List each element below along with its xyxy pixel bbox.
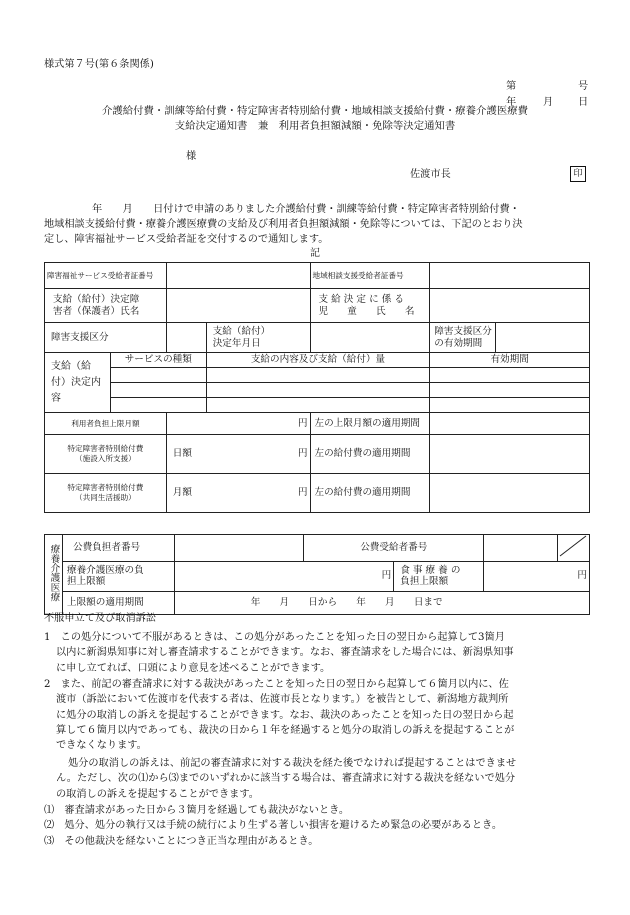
decision-date-value[interactable] [310,323,430,353]
appeal-paragraph-2 [44,677,590,753]
medical-side-label [45,535,63,615]
child-name-label-1: 支 給 決 定 に 係 る [318,293,404,305]
tokutei-group-label-2: （共同生活援助） [75,493,136,502]
medical-side-label-text: 療養介護医療 [48,543,60,602]
chiiki-number-label: 地域相談支援受給者証番号 [310,263,430,289]
content-header: 支給の内容及び支給（給付）量 [206,353,430,368]
seal-mark: 印 [570,166,586,182]
decision-table [44,262,590,513]
appeal-p1-line1: 1 この処分について不服があるときは、この処分があったことを知った日の翌日から起算して3箇月 [44,632,505,643]
intro-line-1: 年 月 日付けで申請のありました介護給付費・訓練等給付費・特定障害者特別給付費・ [92,204,520,215]
tokutei-group-label [45,474,167,513]
addressee-sama: 様 [186,151,197,162]
support-class-period-label-2: の有効期間 [434,337,483,349]
guardian-name-label-1: 支給（給付）決定障 [53,293,140,305]
ki-heading: 記 [310,248,320,259]
appeal-item-1: ⑴ 審査請求があった日から３箇月を経過しても裁決がないとき。 [44,805,350,816]
date-day: 日 [578,97,589,108]
support-class-label: 障害支援区分 [45,323,167,353]
doc-number-go: 号 [578,81,589,92]
support-class-period-label [430,323,496,353]
child-name-value[interactable] [430,289,590,323]
appeal-p2-line1: 2 また、前記の審査請求に対する裁決があったことを知った日の翌日から起算して６箇月以内に、佐 [44,679,509,690]
decision-date-label-1: 支給（給付） [212,325,271,337]
valid-period-cell[interactable] [430,398,590,413]
recipient-number-boxes[interactable] [166,263,310,289]
public-recipient-slash [557,535,589,562]
public-payer-label: 公費負担者番号 [62,535,174,562]
appeal-p3-line1: 処分の取消しの訴えは、前記の審査請求に対する裁決を経た後でなければ提起することはできませ [68,758,517,769]
valid-period-cell[interactable] [430,368,590,383]
medical-limit-label-2: 担上限額 [66,576,106,588]
support-class-period-value[interactable] [496,323,590,353]
left-benefit-period-label: 左の給付費の適用期間 [310,474,430,513]
child-name-label-2: 児 童 氏 名 [318,305,415,317]
tokutei-facility-value[interactable] [166,435,310,474]
appeal-p2-line2: 渡市（訴訟において佐渡市を代表する者は、佐渡市長となります。）を被告として、新潟地方裁判所 [56,694,509,706]
appeal-p2-line4: 算して６箇月以内であっても、裁決の日から１年を経過すると処分の取消しの訴えを提起することが [56,724,515,736]
support-class-value[interactable] [166,323,206,353]
date-year: 年 [506,97,517,108]
meal-limit-label [394,561,484,591]
content-cell[interactable] [206,398,430,413]
intro-line-2: 地域相談支援給付費・療養介護医療費の支給及び利用者負担額減額・免除等については、下記のとおり決 [44,219,523,230]
public-recipient-boxes[interactable] [484,535,558,562]
appeal-paragraph-3 [44,756,590,802]
medical-limit-value[interactable] [174,561,394,591]
appeal-p2-line5: できなくなります。 [56,740,147,752]
service-type-cell[interactable] [110,383,206,398]
appeal-item-2: ⑵ 処分、処分の執行又は手続の続行により生ずる著しい損害を避けるため緊急の必要があるとき。 [44,820,503,832]
recipient-number-label: 障害福祉サービス受給者証番号 [45,263,167,289]
yen-unit: 円 [297,448,308,459]
decision-date-label-2: 決定年月日 [212,337,261,349]
content-cell[interactable] [206,383,430,398]
guardian-name-label [45,289,167,323]
meal-limit-value[interactable] [484,561,590,591]
doc-number-dai: 第 [506,81,517,92]
service-type-header: サービスの種類 [110,353,206,368]
intro-line-3: 定し、障害福祉サービス受給者証を交付するので通知します。 [44,234,329,245]
slash-mark [558,535,588,557]
appeal-item-3: ⑶ その他裁決を経ないことにつき正当な理由があるとき。 [44,835,319,847]
tokutei-group-value[interactable] [166,474,310,513]
decision-date-label [206,323,310,353]
guardian-name-value[interactable] [166,289,310,323]
left-benefit-period-value[interactable] [430,435,590,474]
child-name-label [310,289,430,323]
tokutei-group-label-1: 特定障害者特別給付費 [67,483,144,493]
public-recipient-label: 公費受給者番号 [304,535,484,562]
daily-label: 日額 [172,448,192,459]
left-upper-period-value[interactable] [430,413,590,435]
appeal-p1-line2: 以内に新潟県知事に対し審査請求することができます。なお、審査請求をした場合には、新潟県知事 [56,647,514,659]
medical-limit-label [62,561,174,591]
medical-table [44,534,590,615]
tokutei-facility-label [45,435,167,474]
chiiki-number-boxes[interactable] [430,263,590,289]
appeal-p2-line3: に処分の取消しの訴えを提起することができます。なお、裁決のあったことを知った日の翌日から起 [56,709,514,721]
meal-limit-label-1: 食 事 療 養 の [400,564,461,576]
left-benefit-period-label: 左の給付費の適用期間 [310,435,430,474]
meal-limit-label-2: 負担上限額 [400,576,449,588]
issuer: 佐渡市長 [410,169,451,180]
monthly-label: 月額 [172,487,192,498]
decision-content-label: 支給（給付）決定内容 [45,353,111,413]
yen-unit: 円 [577,570,587,582]
appeal-p1-line3: に申し立てれば、口頭により意見を述べることができます。 [56,662,331,674]
appeal-items [44,803,590,849]
yen-unit: 円 [297,417,308,429]
service-type-cell[interactable] [110,368,206,383]
period-value[interactable]: 年 月 日から 年 月 日まで [174,591,589,614]
support-class-period-label-1: 障害支援区分 [434,325,492,337]
guardian-name-label-2: 害者（保護者）氏名 [53,305,140,317]
title-line-1: 介護給付費・訓練等給付費・特定障害者特別給付費・地域相談支援給付費・療養介護医療費 [101,105,528,117]
appeal-p3-line2: ん。ただし、次の⑴から⑶までのいずれかに該当する場合は、審査請求に対する裁決を経ないで処分 [56,773,516,785]
date-month: 月 [543,97,554,108]
valid-period-header: 有効期間 [430,353,590,368]
service-type-cell[interactable] [110,398,206,413]
left-upper-period-label: 左の上限月額の適用期間 [310,413,430,435]
tokutei-facility-label-2: （施設入所支援） [75,454,136,463]
content-cell[interactable] [206,368,430,383]
medical-limit-label-1: 療養介護医療の負 [66,564,144,576]
upper-limit-value[interactable] [166,413,310,435]
yen-unit: 円 [381,570,392,582]
left-benefit-period-value[interactable] [430,474,590,513]
period-label: 上限額の適用期間 [62,591,174,614]
yen-unit: 円 [297,487,308,498]
valid-period-cell[interactable] [430,383,590,398]
appeal-paragraph-1 [44,630,590,676]
public-payer-boxes[interactable] [174,535,304,562]
tokutei-facility-label-1: 特定障害者特別給付費 [67,444,144,454]
appeal-p3-line3: の取消しの訴えを提起することができます。 [56,788,259,800]
title-line-2: 支給決定通知書 兼 利用者負担額減額・免除等決定通知書 [174,120,456,132]
form-number: 様式第７号(第６条関係) [44,59,154,70]
upper-limit-label: 利用者負担上限月額 [45,413,167,435]
appeal-heading: 不服申立て及び取消訴訟 [44,613,157,624]
